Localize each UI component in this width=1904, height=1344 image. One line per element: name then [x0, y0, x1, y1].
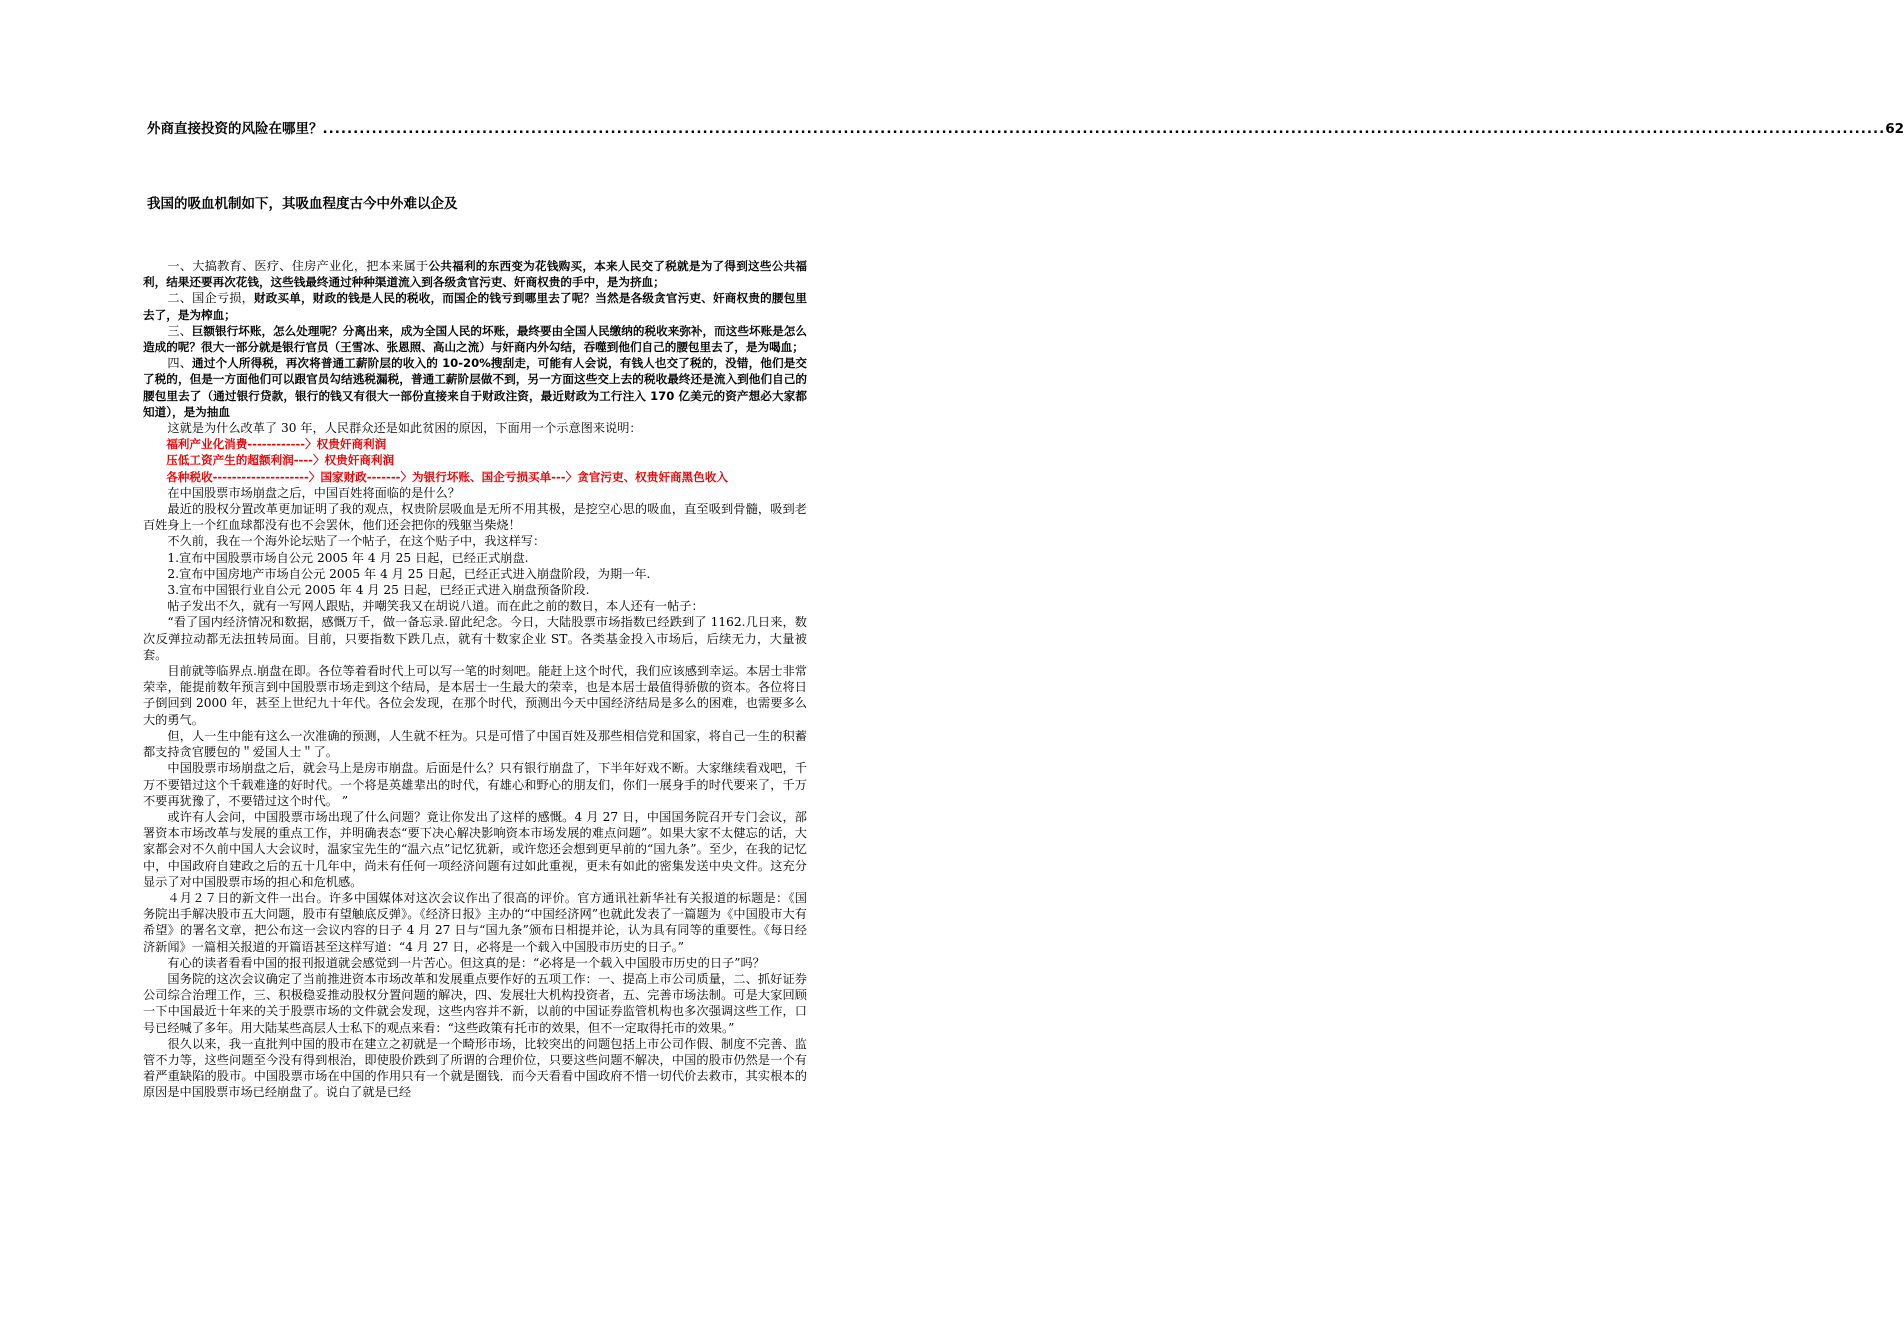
paragraph-5: 这就是为什么改革了 30 年，人民群众还是如此贫困的原因，下面用一个示意图来说明： [167, 421, 642, 436]
paragraph-2-lead: 二、国企亏损， [167, 291, 254, 306]
paragraph-7: 最近的股权分置改革更加证明了我的观点，权贵阶层吸血是无所不用其极，是挖空心思的吸血，直至吸到骨髓，吸到老百姓身上一个红血球都没有也不会罢休，他们还会把你的残躯当柴烧！ [143, 502, 807, 533]
paragraph-1-bold: 公共福利的东西变为花钱购买，本来人民交了税就是为了得到这些公共福利，结果还要再次花钱，这些钱最终通过种种渠道流入到各级贪官污吏、奸商权贵的手中，是为挤血； [143, 259, 808, 290]
paragraph-4-lead: 四、 [167, 356, 193, 371]
paragraph-17: 国务院的这次会议确定了当前推进资本市场改革和发展重点要作好的五项工作：一、提高上市公司质量，二、抓好证券公司综合治理工作，三、积极稳妥推动股权分置问题的解决，四、发展壮大机构投资者，五、完善市场法制。可是大家回顾一下中国最近十年来的关于股票市场的文件就会发现，这些内容并不新，以前的中国证券监管机构也多次强调这些工作，口号已经喊了多年。用大陆某些高层人士私下的观点来看：“这些政策有托市的效果，但不一定取得托市的效果。” [143, 971, 807, 1035]
list-item-2: 2.宣布中国房地产市场自公元 2005 年 4 月 25 日起，已经正式进入崩盘阶段，为期一年. [167, 566, 651, 581]
paragraph-8: 不久前，我在一个海外论坛贴了一个帖子，在这个贴子中，我这样写： [167, 534, 546, 549]
list-item-1: 1.宣布中国股票市场自公元 2005 年 4 月 25 日起，已经正式崩盘. [167, 550, 529, 565]
section-heading: 我国的吸血机制如下，其吸血程度古今中外难以企及 [147, 196, 458, 212]
list-item-3: 3.宣布中国银行业自公元 2005 年 4 月 25 日起，已经正式进入崩盘预备阶段. [167, 583, 590, 598]
paragraph-1 [143, 258, 807, 290]
paragraph-4 [143, 355, 807, 420]
paragraph-15: ４月２７日的新文件一出台。许多中国媒体对这次会议作出了很高的评价。官方通讯社新华社有关报道的标题是：《国务院出手解决股市五大问题，股市有望触底反弹》。《经济日报》主办的“中国经济网”也就此发表了一篇题为《中国股市大有希望》的署名文章，把公布这一会议内容的日子 4 月 27 日与“国九条”颁布日相提并论，认为具有同等的重要性。《每日经济新闻》一篇相关报道的开篇语甚至这样写道：“4 月 27 日，必将是一个载入中国股市历史的日子。” [143, 890, 807, 954]
diagram-line-1: 福利产业化消费------------〉权贵奸商利润 [166, 437, 387, 452]
paragraph-18: 很久以来，我一直批判中国的股市在建立之初就是一个畸形市场，比较突出的问题包括上市公司作假、制度不完善、监管不力等，这些问题至今没有得到根治，即使股价跌到了所谓的合理价位，只要这些问题不解决，中国的股市仍然是一个有着严重缺陷的股市。中国股票市场在中国的作用只有一个就是圈钱．而今天看看中国政府不惜一切代价去救市，其实根本的原因是中国股票市场已经崩盘了。说白了就是已经 [143, 1036, 807, 1100]
toc-entry-title: 外商直接投资的风险在哪里？ [147, 121, 323, 137]
diagram-line-2: 压低工资产生的超额利润----〉权贵奸商利润 [166, 453, 395, 468]
paragraph-2-bold: 财政买单，财政的钱是人民的税收，而国企的钱亏到哪里去了呢？当然是各级贪官污吏、奸商权贵的腰包里去了，是为榨血； [143, 291, 807, 322]
paragraph-13: 中国股票市场崩盘之后，就会马上是房市崩盘。后面是什么？只有银行崩盘了，下半年好戏不断。大家继续看戏吧，千万不要错过这个千载难逢的好时代。一个将是英雄辈出的时代，有雄心和野心的朋友们，你们一展身手的时代要来了，千万不要再犹豫了，不要错过这个时代。 ” [143, 761, 807, 808]
paragraph-14: 或许有人会问，中国股票市场出现了什么问题？竟让你发出了这样的感慨。4 月 27 日，中国国务院召开专门会议，部署资本市场改革与发展的重点工作，并明确表态“要下决心解决影响资本市场发展的难点问题”。如果大家不太健忘的话，大家都会对不久前中国人大会议时，温家宝先生的“温六点”记忆犹新，或许您还会想到更早前的“国九条”。至少，在我的记忆中，中国政府自建政之后的五十几年中，尚未有任何一项经济问题有过如此重视，更未有如此的密集发送中央文件。这充分显示了对中国股票市场的担心和危机感。 [143, 809, 807, 889]
paragraph-9: 帖子发出不久，就有一写网人跟贴，并嘲笑我又在胡说八道。而在此之前的数日，本人还有一帖子： [167, 599, 704, 614]
paragraph-1-lead: 一、大搞教育、医疗、住房产业化，把本来属于 [167, 259, 429, 273]
paragraph-2 [143, 290, 807, 322]
paragraph-3-bold: 巨额银行坏账，怎么处理呢？分离出来，成为全国人民的坏账，最终要由全国人民缴纳的税收来弥补，而这些坏账是怎么造成的呢？很大一部分就是银行官员（王雪冰、张恩照、高山之流）与奸商内外勾结，吞噬到他们自己的腰包里去了，是为喝血； [143, 323, 807, 355]
paragraph-11: 目前就等临界点.崩盘在即。各位等着看时代上可以写一笔的时刻吧。能赶上这个时代，我们应该感到幸运。本居士非常荣幸，能提前数年预言到中国股票市场走到这个结局，是本居士一生最大的荣幸，也是本居士最值得骄傲的资本。各位将日子倒回到 2000 年，甚至上世纪九十年代。各位会发现，在那个时代，预测出今天中国经济结局是多么的困难，也需要多么大的勇气。 [143, 664, 807, 727]
article-body [143, 258, 807, 1101]
paragraph-16: 有心的读者看看中国的报刊报道就会感觉到一片苦心。但这真的是：“必将是一个载入中国股市历史的日子”吗？ [167, 955, 765, 970]
diagram-line-3: 各种税收--------------------〉国家财政-------〉为银行坏账、国企亏损买单---〉贪官污吏、权贵奸商黑色收入 [166, 469, 728, 484]
paragraph-4-bold: 通过个人所得税，再次将普通工薪阶层的收入的 10-20%搜刮走，可能有人会说，有钱人也交了税的，没错，他们是交了税的，但是一方面他们可以跟官员勾结逃税漏税，普通工薪阶层做不到，另一方面这些交上去的税收最终还是流入到他们自己的腰包里去了（通过银行贷款，银行的钱又有很大一部份直接来自于财政注资，最近财政为工行注入 170 亿美元的资产想必大家都知道），是为抽血 [143, 356, 808, 419]
paragraph-3 [143, 323, 807, 355]
toc-leader-dots: ............................................................................................................................................................................................................................................................... [322, 121, 1886, 137]
paragraph-10: “看了国内经济情况和数据，感慨万千，做一备忘录.留此纪念。今日，大陆股票市场指数已经跌到了 1162.几日来，数次反弹拉动都无法扭转局面。目前，只要指数下跌几点，就有十数家企业 ST。各类基金投入市场后，后续无力，大量被套。 [143, 615, 807, 662]
paragraph-6: 在中国股票市场崩盘之后，中国百姓将面临的是什么？ [167, 485, 460, 500]
paragraph-3-lead: 三、 [167, 323, 192, 338]
toc-page-number: 62 [1885, 121, 1904, 137]
toc-entry[interactable] [147, 117, 1904, 137]
paragraph-12: 但，人一生中能有这么一次准确的预测，人生就不枉为。只是可惜了中国百姓及那些相信党和国家，将自己一生的积蓄都支持贪官腰包的＂爱国人士＂了。 [143, 728, 807, 760]
